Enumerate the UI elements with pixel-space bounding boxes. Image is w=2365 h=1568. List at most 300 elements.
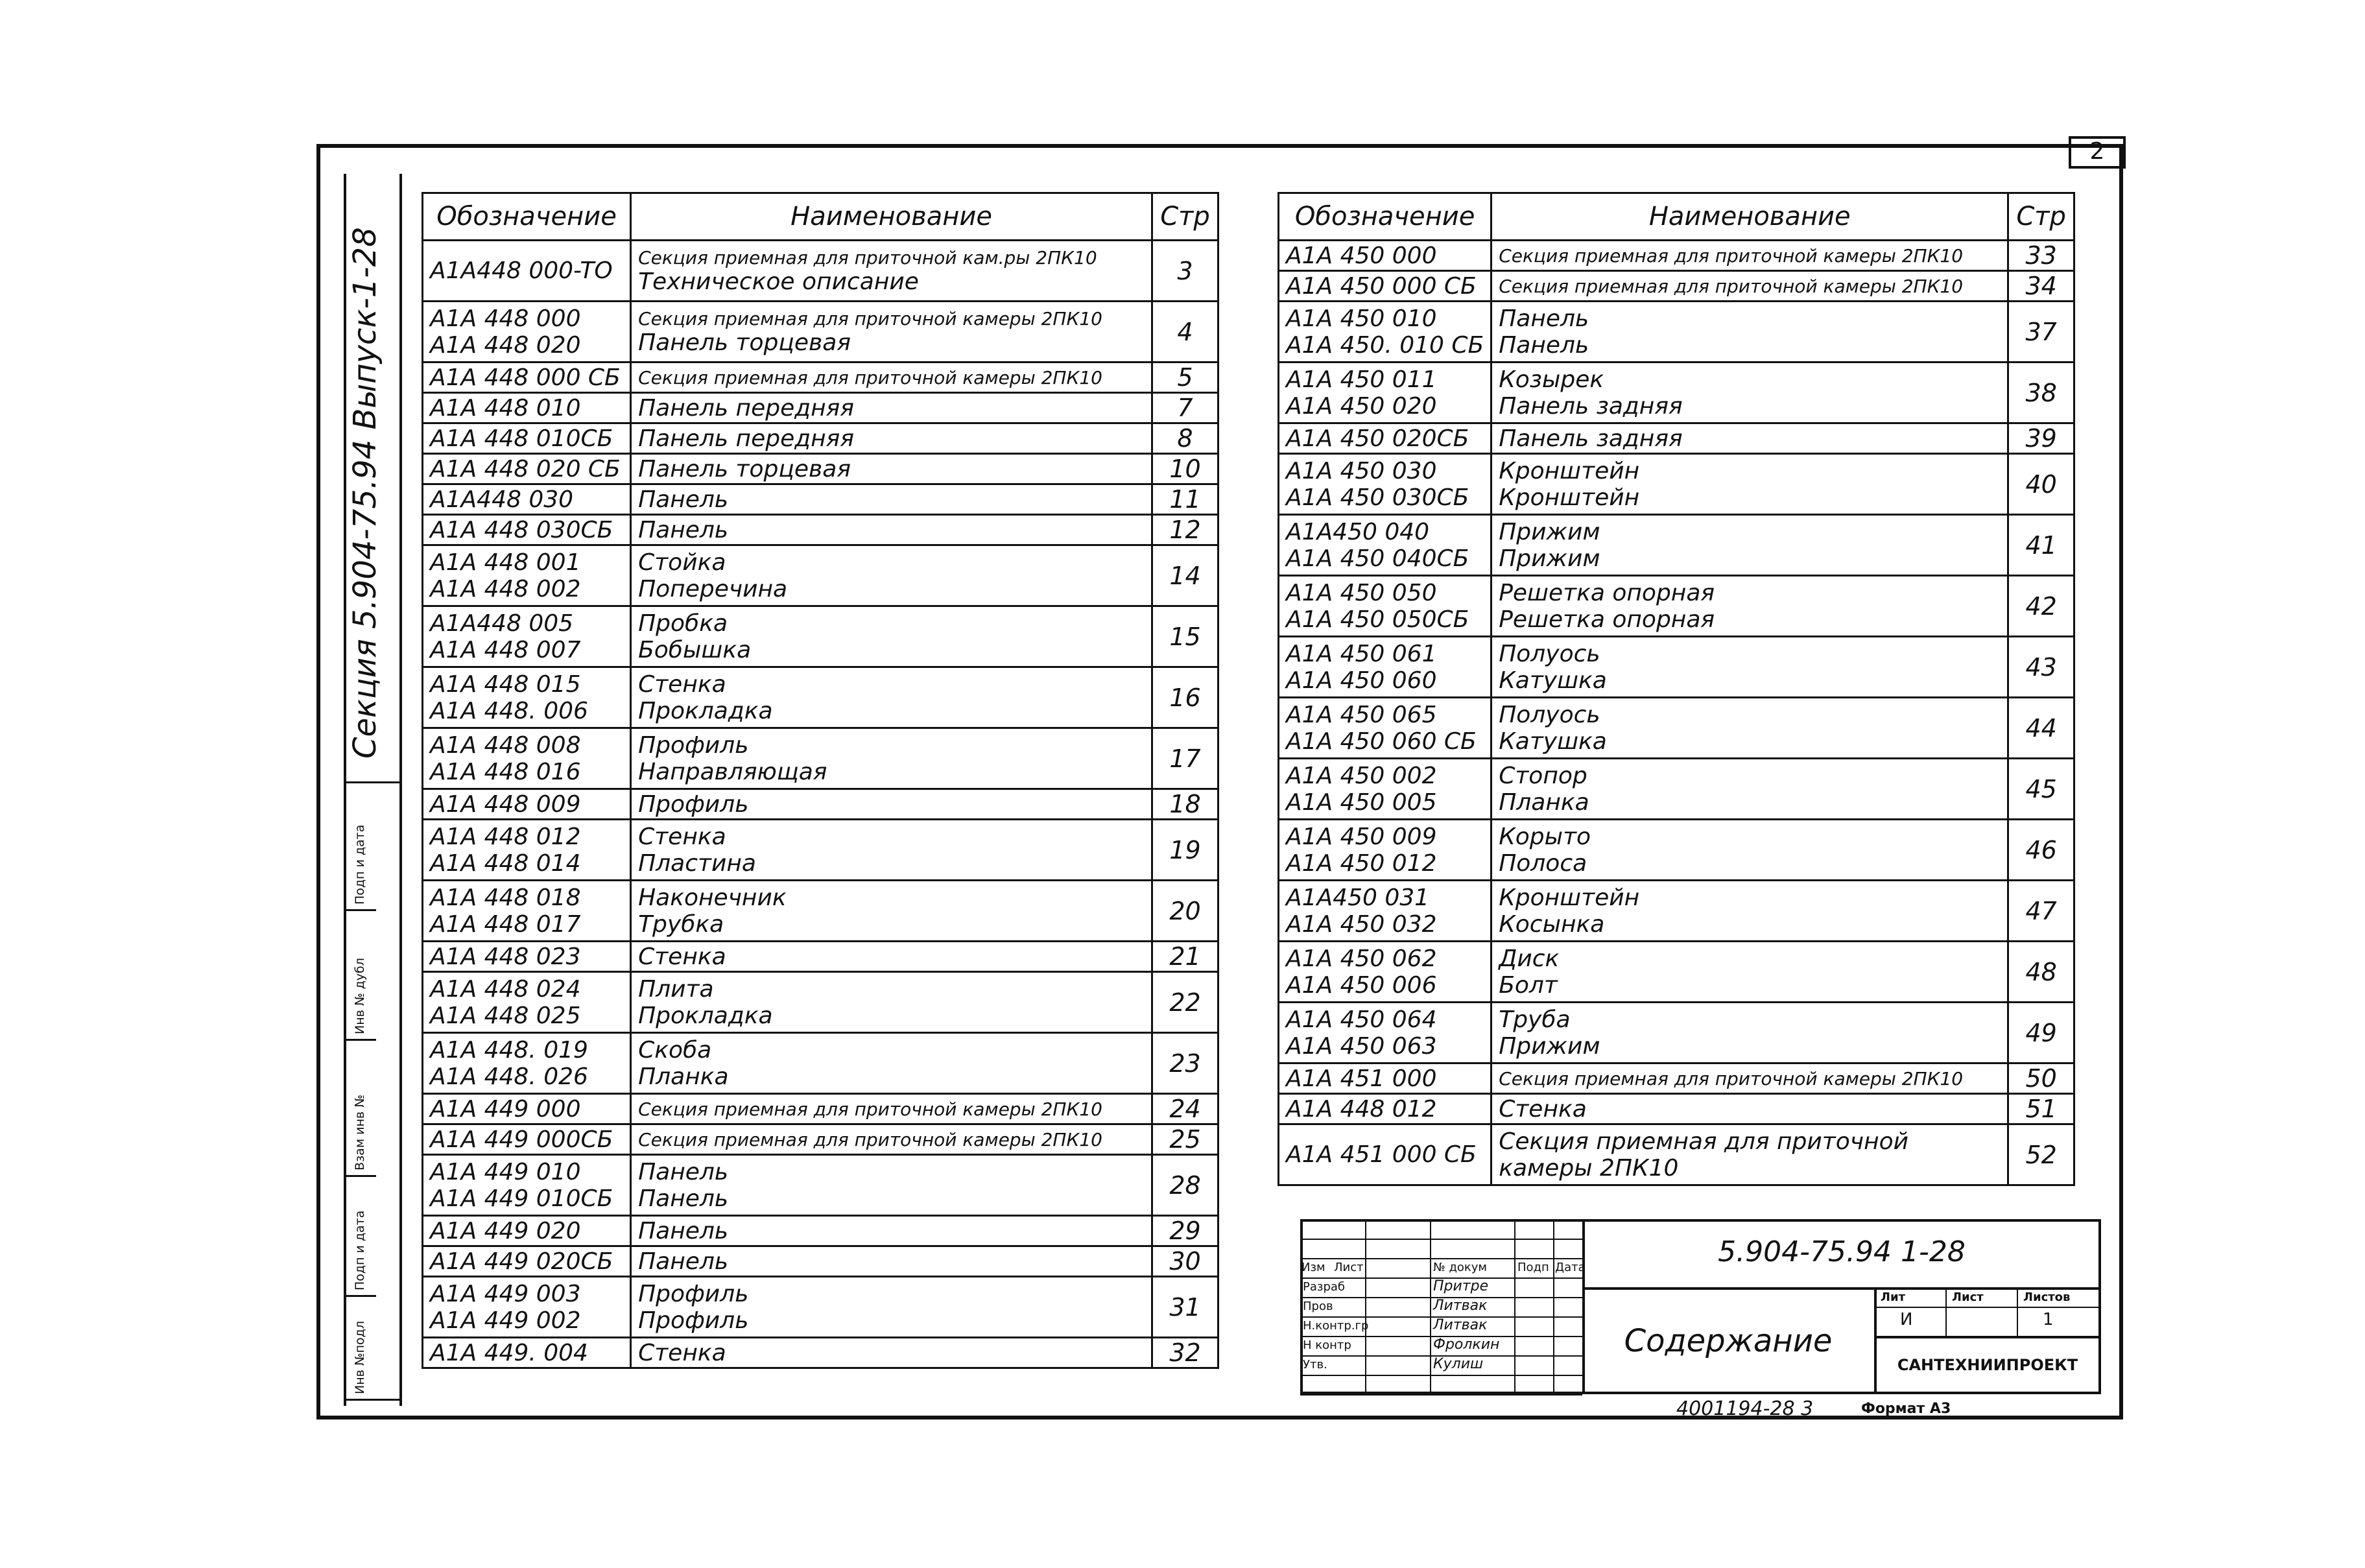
designation-cell [423,515,631,545]
table-row [423,393,1218,423]
designation-text: A1A 448 015 [430,671,581,698]
table-row [423,1277,1218,1338]
name-cell [631,1246,1152,1277]
name-text: Кронштейн [1499,884,1640,911]
designation-text: A1A 448. 019 [430,1036,588,1063]
designation-cell [423,545,631,606]
designation-cell [423,1155,631,1216]
designation-text: A1A 448 030СБ [430,516,613,543]
page-cell: 44 [2008,698,2074,759]
name-cell [631,302,1152,362]
name-text: Секция приемная для приточной камеры 2ПК10 [638,366,1102,388]
name-text: Профиль [638,1307,749,1334]
name-cell [1491,1124,2008,1185]
page-cell: 34 [2008,271,2074,302]
table-row [423,241,1218,302]
page-cell: 18 [1152,789,1218,820]
designation-text: A1A 449 010СБ [430,1185,613,1212]
name-text: Болт [1499,971,1558,999]
stamp-signer: Фролкин [1433,1336,1500,1353]
name-cell [631,942,1152,972]
designation-text: A1A 450 009 [1286,823,1437,850]
designation-text: A1A 450 020 [1286,392,1437,420]
table-row [423,789,1218,820]
page-cell: 47 [2008,881,2074,942]
designation-text: A1A 449 002 [430,1307,581,1334]
name-text: Стенка [638,943,726,970]
designation-text: A1A 450 050СБ [1286,606,1469,633]
stamp-col-label: Лист [1334,1261,1364,1274]
name-text: Панель торцевая [638,455,851,482]
stamp-col-label: Изм [1301,1261,1325,1274]
page-cell: 42 [2008,576,2074,637]
designation-cell [1279,942,1491,1003]
designation-text: A1A 449 020СБ [430,1248,613,1275]
designation-text: A1A 450 032 [1286,910,1437,938]
name-text: Наконечник [638,884,787,911]
name-text: Решетка опорная [1499,579,1715,606]
name-cell [631,1094,1152,1124]
name-cell [631,606,1152,667]
designation-text: A1A 448. 026 [430,1063,588,1090]
page-cell: 25 [1152,1124,1218,1155]
name-text: Катушка [1499,728,1607,755]
table-row [423,423,1218,454]
table-row [423,1216,1218,1246]
table-row [1279,942,2074,1003]
name-text: Секция приемная для приточной [1499,1128,1909,1155]
table-row [1279,759,2074,820]
name-text: Панель [1499,331,1589,359]
stamp-signer: Литвак [1433,1317,1488,1333]
name-text: Секция приемная для приточной камеры 2ПК10 [1499,1067,1964,1089]
designation-cell [423,820,631,881]
name-text: Труба [1499,1006,1571,1033]
designation-cell [1279,637,1491,698]
name-cell [1491,515,2008,576]
stage-label: Лист [1952,1290,1984,1304]
designation-text: A1A 450 030СБ [1286,484,1469,511]
table-row [423,667,1218,728]
stage-label: Листов [2023,1290,2071,1304]
page-cell: 45 [2008,759,2074,820]
designation-cell [423,241,631,302]
designation-text: A1A 450 065 [1286,701,1437,728]
name-cell [631,545,1152,606]
name-text: Секция приемная для приточной камеры 2ПК10 [638,1128,1102,1150]
name-cell [1491,759,2008,820]
designation-text: A1A 448 000 СБ [430,364,621,391]
designation-text: A1A450 031 [1286,884,1430,911]
name-text: Кронштейн [1499,484,1640,511]
page-cell: 39 [2008,423,2074,454]
name-text: Панель [638,486,729,513]
page-cell: 41 [2008,515,2074,576]
page-cell: 51 [2008,1094,2074,1124]
designation-cell [423,362,631,393]
designation-text: A1A 450 002 [1286,762,1437,789]
stamp-role: Н контр [1303,1338,1351,1352]
name-cell [1491,698,2008,759]
name-text: Бобышка [638,636,752,663]
side-cell [344,1041,376,1177]
stamp-role: Пров [1303,1300,1333,1313]
designation-cell [1279,362,1491,423]
page-cell: 8 [1152,423,1218,454]
page-cell: 40 [2008,454,2074,515]
name-cell [631,393,1152,423]
designation-text: A1A 448 024 [430,975,581,1003]
contents-table-right [1278,192,2075,1186]
name-text: Панель [638,1217,729,1244]
name-text: Стопор [1499,762,1587,789]
designation-cell [1279,881,1491,942]
page-number: 2 [2069,136,2126,169]
stage-value: И [1900,1310,1913,1329]
designation-text: A1A 448 010СБ [430,425,613,452]
table-row [1279,1094,2074,1124]
page-cell: 17 [1152,728,1218,789]
page-cell: 43 [2008,637,2074,698]
designation-text: A1A448 000-TO [430,257,613,284]
name-cell [1491,271,2008,302]
format-label: Формат А3 [1861,1401,1951,1417]
table-row [1279,576,2074,637]
name-cell [631,1124,1152,1155]
side-cell-label: Инв №подл [353,1321,367,1394]
designation-text: A1A 450 061 [1286,640,1437,667]
designation-cell [423,728,631,789]
name-cell [631,454,1152,484]
col-header-code: Обозначение [423,193,631,241]
designation-text: A1A 450 006 [1286,971,1437,999]
name-text: Панель торцевая [638,329,851,356]
designation-text: A1A 448 020 СБ [430,455,621,482]
name-cell [1491,1063,2008,1094]
page-cell: 38 [2008,362,2074,423]
table-row [423,1094,1218,1124]
designation-text: A1A 448 001 [430,549,581,576]
designation-text: A1A 449 020 [430,1217,581,1244]
designation-cell [423,454,631,484]
designation-cell [423,1216,631,1246]
designation-text: A1A 450 040СБ [1286,545,1469,572]
designation-text: A1A 448 009 [430,790,581,818]
page-cell: 15 [1152,606,1218,667]
table-row [1279,637,2074,698]
stamp-role: Утв. [1303,1358,1327,1372]
designation-cell [1279,241,1491,271]
designation-cell [423,881,631,942]
name-cell [631,1155,1152,1216]
table-row [1279,1063,2074,1094]
designation-cell [1279,1003,1491,1063]
name-text: Панель [638,1185,729,1212]
designation-text: A1A 448 002 [430,575,581,602]
stamp-role: Разраб [1303,1280,1346,1294]
designation-text: A1A 448 012 [430,823,581,850]
stamp-col-label: Подп [1517,1261,1549,1274]
designation-cell [423,942,631,972]
name-text: Полоса [1499,849,1587,877]
designation-cell [1279,820,1491,881]
name-text: Стенка [638,823,726,850]
designation-text: A1A 450 000 [1286,242,1437,269]
name-text: Профиль [638,1280,749,1307]
name-text: Профиль [638,731,749,759]
designation-cell [1279,271,1491,302]
page-cell: 21 [1152,942,1218,972]
designation-text: A1A 450 000 СБ [1286,272,1477,300]
designation-cell [423,484,631,515]
table-row [423,1155,1218,1216]
page-cell: 14 [1152,545,1218,606]
name-text: Стенка [1499,1095,1587,1123]
col-header-code: Обозначение [1279,193,1491,241]
page-cell: 11 [1152,484,1218,515]
name-text: Прижим [1499,1032,1600,1060]
name-cell [1491,637,2008,698]
stamp-col-label: № докум [1433,1261,1488,1274]
name-text: Панель передняя [638,425,854,452]
name-cell [631,972,1152,1033]
stamp-col-label: Дата [1555,1261,1586,1274]
name-text: Профиль [638,790,749,818]
designation-text: A1A 450. 010 СБ [1286,331,1484,359]
designation-cell [1279,698,1491,759]
page-cell: 31 [1152,1277,1218,1338]
stamp-signer: Литвак [1433,1298,1488,1314]
designation-cell [423,393,631,423]
table-row [1279,423,2074,454]
name-text: Панель [638,1248,729,1275]
doc-code: 5.904-75.94 1-28 [1718,1235,1966,1268]
designation-text: A1A 450 020СБ [1286,425,1469,452]
series-text: Секция 5.904-75.94 Выпуск-1-28 [347,227,383,759]
stamp-signer: Притре [1433,1278,1489,1294]
stage-label: Лит [1881,1290,1905,1304]
name-text: Прижим [1499,545,1600,572]
name-text: Планка [638,1063,729,1090]
stage-value: 1 [2043,1310,2054,1329]
col-header-name: Наименование [1491,193,2008,241]
name-text: Полуось [1499,701,1600,728]
side-cell-label: Подп и дата [353,1210,367,1290]
name-cell [1491,1094,2008,1124]
designation-cell [423,1033,631,1094]
name-cell [631,820,1152,881]
page-cell: 52 [2008,1124,2074,1185]
designation-cell [1279,423,1491,454]
page-cell: 33 [2008,241,2074,271]
page-cell: 19 [1152,820,1218,881]
table-row [1279,362,2074,423]
page-cell: 16 [1152,667,1218,728]
table-row [423,302,1218,362]
name-text: Направляющая [638,758,827,785]
name-text: Скоба [638,1036,712,1063]
page-cell: 5 [1152,362,1218,393]
designation-text: A1A 451 000 СБ [1286,1141,1477,1168]
name-text: Панель задняя [1499,392,1683,420]
name-cell [631,484,1152,515]
name-cell [1491,302,2008,362]
designation-text: A1A 450 060 [1286,667,1437,694]
designation-cell [1279,759,1491,820]
series-label [327,175,383,759]
designation-text: A1A 448 000 [430,305,581,332]
stamp-signer: Кулиш [1433,1356,1484,1372]
col-header-page: Стр [1152,193,1218,241]
designation-cell [423,789,631,820]
name-cell [631,881,1152,942]
name-cell [1491,942,2008,1003]
designation-text: A1A 450 064 [1286,1006,1437,1033]
name-text: Секция приемная для приточной камеры 2ПК10 [1499,244,1964,267]
table-row [423,545,1218,606]
page-cell: 12 [1152,515,1218,545]
name-text: Панель [1499,305,1589,332]
table-row [423,881,1218,942]
designation-text: A1A 449 000СБ [430,1126,613,1153]
page-cell: 20 [1152,881,1218,942]
designation-text: A1A 450 062 [1286,945,1437,972]
designation-cell [423,606,631,667]
name-cell [631,241,1152,302]
designation-text: A1A 451 000 [1286,1065,1437,1092]
name-text: Косынка [1499,910,1605,938]
sheet-title: Содержание [1624,1322,1833,1359]
name-text: Диск [1499,945,1560,972]
table-row [1279,454,2074,515]
name-cell [1491,241,2008,271]
designation-text: A1A 450 012 [1286,849,1437,877]
designation-text: A1A 448 010 [430,394,581,422]
designation-text: A1A 448 018 [430,884,581,911]
page-cell: 4 [1152,302,1218,362]
name-cell [631,515,1152,545]
stamp-role: Н.контр.гр [1303,1319,1369,1333]
name-text: камеры 2ПК10 [1499,1154,1679,1182]
page-cell: 49 [2008,1003,2074,1063]
side-cell [344,1297,376,1401]
side-cell [344,781,376,911]
page-cell: 3 [1152,241,1218,302]
designation-text: A1A 450 060 СБ [1286,728,1477,755]
table-row [1279,1003,2074,1063]
table-row [423,484,1218,515]
name-cell [1491,576,2008,637]
designation-text: A1A 449 010 [430,1158,581,1185]
name-cell [1491,454,2008,515]
name-cell [631,1033,1152,1094]
designation-text: A1A 448 020 [430,331,581,359]
designation-cell [1279,1063,1491,1094]
designation-cell [423,1246,631,1277]
designation-cell [423,667,631,728]
name-text: Прокладка [638,697,773,724]
name-text: Панель передняя [638,394,854,422]
designation-cell [423,1338,631,1368]
name-text: Плита [638,975,714,1003]
table-row [1279,515,2074,576]
page-cell: 22 [1152,972,1218,1033]
side-cell-label: Инв № дубл [353,958,367,1034]
table-row [1279,241,2074,271]
side-cell [344,911,376,1041]
designation-text: A1A448 030 [430,486,574,513]
page-cell: 29 [1152,1216,1218,1246]
designation-text: A1A 448. 006 [430,697,588,724]
designation-cell [423,423,631,454]
table-row [423,1124,1218,1155]
table-row [423,728,1218,789]
col-header-name: Наименование [631,193,1152,241]
side-cell-label: Подп и дата [353,824,367,905]
designation-cell [1279,1094,1491,1124]
designation-text: A1A450 040 [1286,518,1430,545]
table-row [423,972,1218,1033]
side-cell-label: Взам инв № [353,1095,367,1170]
designation-text: A1A 449 000 [430,1095,581,1123]
table-row [1279,881,2074,942]
table-row [1279,820,2074,881]
page-cell: 7 [1152,393,1218,423]
page-cell: 37 [2008,302,2074,362]
page-cell: 30 [1152,1246,1218,1277]
designation-text: A1A 448 016 [430,758,581,785]
name-text: Трубка [638,910,724,938]
table-row [423,454,1218,484]
name-cell [631,728,1152,789]
table-row [423,1338,1218,1368]
col-header-page: Стр [2008,193,2074,241]
name-cell [631,423,1152,454]
table-row [1279,1124,2074,1185]
name-cell [1491,1003,2008,1063]
designation-text: A1A 448 012 [1286,1095,1437,1123]
name-cell [631,362,1152,393]
page-cell: 24 [1152,1094,1218,1124]
name-text: Прокладка [638,1002,773,1029]
name-text: Решетка опорная [1499,606,1715,633]
table-row [423,515,1218,545]
designation-text: A1A 448 017 [430,910,581,938]
name-text: Стойка [638,549,726,576]
name-text: Поперечина [638,575,788,602]
designation-cell [423,1124,631,1155]
designation-text: A1A448 005 [430,610,574,637]
designation-cell [423,1094,631,1124]
name-text: Секция приемная для приточной камеры 2ПК10 [1499,275,1964,297]
page-cell: 48 [2008,942,2074,1003]
name-cell [1491,881,2008,942]
designation-text: A1A 450 030 [1286,457,1437,484]
designation-text: A1A 448 008 [430,731,581,759]
name-text: Панель [638,516,729,543]
name-text: Панель [638,1158,729,1185]
designation-cell [1279,454,1491,515]
designation-text: A1A 450 050 [1286,579,1437,606]
name-cell [1491,820,2008,881]
table-row [423,1246,1218,1277]
table-row [1279,302,2074,362]
designation-text: A1A 448 025 [430,1002,581,1029]
name-cell [631,667,1152,728]
designation-cell [1279,1124,1491,1185]
name-text: Стенка [638,1339,726,1366]
name-text: Техническое описание [638,268,919,295]
